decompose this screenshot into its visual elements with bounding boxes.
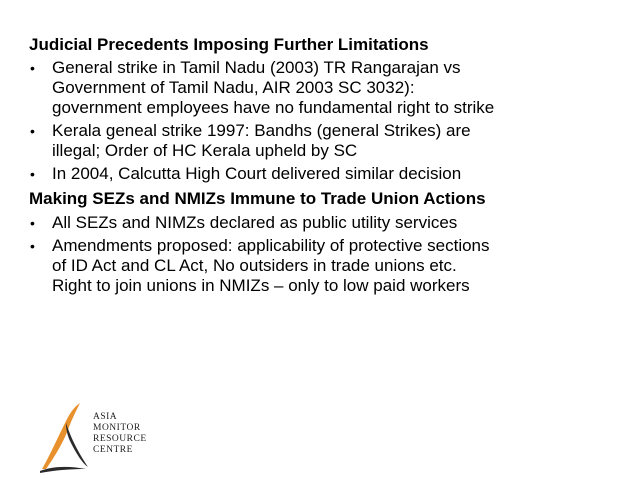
slide-content [29,33,629,299]
bullet-line: Right to join unions in NMIZs – only to low paid workers [52,276,470,295]
logo-line: MONITOR [93,423,141,433]
bullet-line: of ID Act and CL Act, No outsiders in trade unions etc. [52,256,457,275]
bullet-item-amendments [29,236,629,296]
bullet-item-calcutta-decision [29,164,629,184]
section-heading-judicial-precedents: Judicial Precedents Imposing Further Limitations [29,35,429,54]
bullet-icon: • [30,215,35,231]
bullet-icon: • [30,123,35,139]
bullet-line: General strike in Tamil Nadu (2003) TR Rangarajan vs [52,58,461,77]
bullet-list-judicial-precedents [29,58,629,184]
bullet-icon: • [30,60,35,76]
logo-line: RESOURCE [93,434,147,444]
section-heading-sez-nmiz: Making SEZs and NMIZs Immune to Trade Union Actions [29,189,486,208]
bullet-line: All SEZs and NIMZs declared as public utility services [52,213,458,232]
bullet-item-public-utility [29,213,629,233]
bullet-icon: • [30,238,35,254]
logo-wordmark [93,412,147,456]
bullet-item-kerala-strike [29,121,629,161]
bullet-line: Government of Tamil Nadu, AIR 2003 SC 3032): [52,78,415,97]
bullet-line: Kerala geneal strike 1997: Bandhs (general Strikes) are [52,121,471,140]
bullet-line: Amendments proposed: applicability of protective sections [52,236,490,255]
bullet-icon: • [30,166,35,182]
logo-line: CENTRE [93,445,133,455]
bullet-line: illegal; Order of HC Kerala upheld by SC [52,141,358,160]
bullet-list-sez-nmiz [29,213,629,296]
bullet-line: In 2004, Calcutta High Court delivered similar decision [52,164,462,183]
bullet-item-tamil-nadu-strike [29,58,629,118]
asia-monitor-resource-centre-logo [36,397,166,473]
logo-line: ASIA [93,412,118,422]
logo-mark-icon [36,397,92,473]
bullet-line: government employees have no fundamental right to strike [52,98,495,117]
